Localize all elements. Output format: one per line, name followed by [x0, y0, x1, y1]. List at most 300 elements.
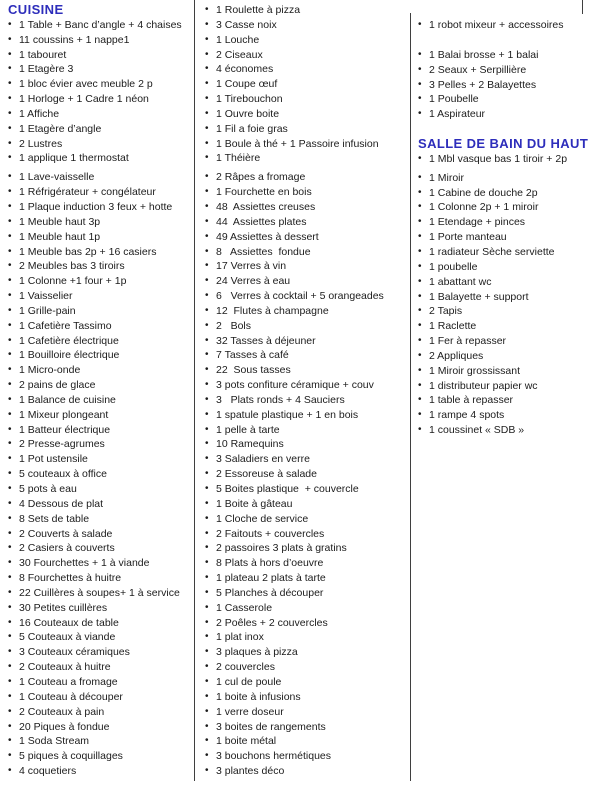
bullet-icon: • — [8, 512, 12, 524]
list-item — [8, 571, 196, 586]
item-text: 1 rampe 4 spots — [429, 409, 505, 422]
list-item — [205, 348, 411, 363]
list-item — [418, 290, 603, 305]
bullet-icon: • — [205, 171, 209, 183]
list-item — [8, 630, 196, 645]
list-item — [418, 334, 603, 349]
bullet-icon: • — [8, 586, 12, 598]
bullet-icon: • — [8, 245, 12, 257]
bullet-icon: • — [205, 33, 209, 45]
bullet-icon: • — [205, 497, 209, 509]
list-item — [418, 304, 603, 319]
item-text: 3 Pelles + 2 Balayettes — [429, 78, 537, 91]
bullet-icon: • — [418, 290, 422, 302]
bullet-icon: • — [8, 720, 12, 732]
bullet-icon: • — [8, 438, 12, 450]
section-header: CUISINE — [8, 2, 64, 17]
item-text: 3 pots confiture céramique + couv — [216, 379, 374, 392]
bullet-icon: • — [418, 171, 422, 183]
item-text: 32 Tasses à déjeuner — [216, 334, 316, 347]
list-item — [418, 379, 603, 394]
list-item — [418, 319, 603, 334]
list-item — [8, 764, 196, 779]
list-item — [8, 423, 196, 438]
list-item — [8, 437, 196, 452]
item-text: 1 Colonne +1 four + 1p — [19, 275, 127, 288]
bullet-icon: • — [418, 19, 422, 30]
list-item — [8, 452, 196, 467]
list-item — [205, 705, 411, 720]
item-text: 7 Tasses à café — [216, 349, 289, 362]
bullet-icon: • — [8, 527, 12, 539]
bullet-icon: • — [205, 705, 209, 717]
bullet-icon: • — [8, 616, 12, 628]
bullet-icon: • — [8, 542, 12, 554]
item-text: 2 Couteaux à pain — [19, 705, 105, 718]
item-text: 1 Lave-vaisselle — [19, 171, 95, 184]
bullet-icon: • — [205, 275, 209, 287]
list-item — [205, 107, 411, 122]
item-text: 2 Poêles + 2 couvercles — [216, 616, 328, 629]
item-text: 1 Théière — [216, 152, 261, 165]
bullet-icon: • — [205, 107, 209, 119]
bullet-icon: • — [418, 364, 422, 376]
item-text: 1 Casserole — [216, 601, 273, 614]
item-text: 22 Cuillères à soupes+ 1 à service — [19, 586, 180, 599]
list-item — [205, 408, 411, 423]
item-text: 1 Etendage + pinces — [429, 216, 526, 229]
item-text: 2 Appliques — [429, 349, 484, 362]
item-text: 1 radiateur Sèche serviette — [429, 245, 555, 258]
bullet-icon: • — [8, 765, 12, 777]
list-item — [418, 186, 603, 201]
item-text: 1 pelle à tarte — [216, 423, 280, 436]
bullet-icon: • — [205, 137, 209, 149]
bullet-icon: • — [8, 78, 12, 90]
bullet-icon: • — [8, 260, 12, 272]
bullet-icon: • — [418, 349, 422, 361]
item-text: 1 verre doseur — [216, 705, 284, 718]
bullet-icon: • — [205, 200, 209, 212]
item-text: 3 Saladiers en verre — [216, 453, 310, 466]
list-item — [205, 423, 411, 438]
list-item — [8, 48, 196, 63]
list-item — [418, 260, 603, 275]
item-text: 1 plat inox — [216, 631, 264, 644]
item-text: 1 Meuble bas 2p + 16 casiers — [19, 245, 157, 258]
bullet-icon: • — [418, 394, 422, 406]
bullet-icon: • — [205, 468, 209, 480]
item-text: 8 Fourchettes à huitre — [19, 572, 122, 585]
list-item — [8, 92, 196, 107]
list-item — [8, 18, 196, 33]
item-text: 2 Essoreuse à salade — [216, 468, 317, 481]
list-item — [8, 289, 196, 304]
bullet-icon: • — [8, 364, 12, 376]
list-item — [8, 319, 196, 334]
bullet-icon: • — [205, 675, 209, 687]
item-text: 20 Piques à fondue — [19, 720, 110, 733]
list-item — [205, 230, 411, 245]
bullet-icon: • — [8, 557, 12, 569]
bullet-icon: • — [205, 750, 209, 762]
list-item — [205, 734, 411, 749]
bullet-icon: • — [418, 201, 422, 213]
bullet-icon: • — [8, 675, 12, 687]
item-text: 5 Boites plastique + couvercle — [216, 483, 359, 495]
list-item — [205, 512, 411, 527]
bullet-icon: • — [205, 483, 209, 494]
item-text: 1 Raclette — [429, 320, 477, 333]
list-item — [205, 467, 411, 482]
list-item — [8, 482, 196, 497]
bullet-icon: • — [8, 122, 12, 134]
item-text: 49 Assiettes à dessert — [216, 230, 319, 243]
item-text: 4 économes — [216, 63, 274, 76]
item-text: 1 Pot ustensile — [19, 453, 88, 466]
list-item — [205, 215, 411, 230]
list-item — [8, 586, 196, 601]
list-item — [205, 764, 411, 779]
list-item — [418, 48, 603, 63]
list-item — [205, 660, 411, 675]
item-text: 4 coquetiers — [19, 765, 77, 778]
item-text: 1 Couteau à découper — [19, 690, 123, 703]
list-item — [205, 319, 411, 334]
bullet-icon: • — [205, 18, 209, 30]
bullet-icon: • — [205, 215, 209, 227]
list-item — [8, 215, 196, 230]
bullet-icon: • — [8, 735, 12, 747]
item-text: 5 couteaux à office — [19, 468, 107, 481]
bullet-icon: • — [205, 230, 209, 242]
item-text: 11 coussins + 1 nappe1 — [19, 33, 130, 46]
bullet-icon: • — [205, 48, 209, 60]
item-text: 2 Presse-agrumes — [19, 438, 105, 451]
list-item — [8, 541, 196, 556]
list-item — [8, 151, 196, 166]
item-text: 3 bouchons hermétiques — [216, 750, 331, 763]
bullet-icon: • — [8, 423, 12, 435]
list-item — [8, 170, 196, 185]
item-text: 2 Râpes a fromage — [216, 171, 306, 184]
item-text: 5 Planches à découper — [216, 586, 324, 599]
list-item — [205, 170, 411, 185]
item-text: 1 Horloge + 1 Cadre 1 néon — [19, 93, 149, 106]
list-item — [205, 48, 411, 63]
bullet-icon: • — [418, 186, 422, 198]
list-item — [418, 408, 603, 423]
list-item — [418, 92, 603, 107]
item-text: 2 Seaux + Serpillière — [429, 63, 527, 76]
item-text: 2 Faitouts + couvercles — [216, 527, 325, 540]
item-text: 1 tabouret — [19, 48, 67, 61]
list-item — [418, 200, 603, 215]
bullet-icon: • — [418, 93, 422, 105]
item-text: 1 Porte manteau — [429, 231, 507, 244]
item-text: 2 couvercles — [216, 661, 275, 674]
bullet-icon: • — [418, 305, 422, 317]
bullet-icon: • — [205, 423, 209, 435]
bullet-icon: • — [205, 690, 209, 702]
item-text: 1 Poubelle — [429, 93, 479, 106]
bullet-icon: • — [8, 93, 12, 105]
bullet-icon: • — [8, 152, 12, 164]
item-text: 1 Mbl vasque bas 1 tiroir + 2p — [429, 152, 568, 165]
bullet-icon: • — [205, 735, 209, 747]
bullet-icon: • — [8, 572, 12, 584]
list-item — [205, 200, 411, 215]
blank-space — [418, 122, 603, 137]
list-item — [205, 259, 411, 274]
list-item — [8, 77, 196, 92]
bullet-icon: • — [8, 290, 12, 302]
bullet-icon: • — [205, 379, 209, 391]
bullet-icon: • — [205, 557, 209, 569]
list-item — [8, 304, 196, 319]
bullet-icon: • — [8, 137, 12, 149]
bullet-icon: • — [418, 335, 422, 347]
item-text: 1 Grille-pain — [19, 304, 76, 317]
bullet-icon: • — [205, 720, 209, 732]
item-text: 1 Etagère 3 — [19, 63, 74, 76]
item-text: 1 Louche — [216, 33, 260, 46]
item-text: 1 Coupe œuf — [216, 78, 278, 91]
item-text: 17 Verres à vin — [216, 260, 287, 273]
item-text: 22 Sous tasses — [216, 364, 291, 377]
list-item — [8, 720, 196, 735]
bullet-icon: • — [8, 646, 12, 658]
bullet-icon: • — [205, 512, 209, 524]
bullet-icon: • — [8, 661, 12, 673]
item-text: 1 Meuble haut 3p — [19, 215, 101, 228]
list-item — [418, 393, 603, 408]
list-item — [205, 77, 411, 92]
list-item — [205, 122, 411, 137]
list-item — [205, 18, 411, 33]
item-text: 1 spatule plastique + 1 en bois — [216, 408, 359, 421]
list-item — [8, 749, 196, 764]
item-text: 1 coussinet « SDB » — [429, 424, 525, 437]
list-item — [205, 452, 411, 467]
list-item — [418, 18, 603, 33]
bullet-icon: • — [205, 408, 209, 420]
column-divider — [410, 13, 411, 781]
list-item — [418, 152, 603, 167]
list-item — [205, 720, 411, 735]
bullet-icon: • — [8, 497, 12, 509]
list-item — [205, 274, 411, 289]
item-text: 1 Table + Banc d’angle + 4 chaises — [19, 18, 182, 31]
item-text: 1 Couteau a fromage — [19, 675, 118, 688]
bullet-icon: • — [8, 304, 12, 316]
list-item — [205, 749, 411, 764]
bullet-icon: • — [418, 245, 422, 257]
list-item — [8, 690, 196, 705]
item-text: 2 Meubles bas 3 tiroirs — [19, 260, 125, 273]
list-item — [8, 230, 196, 245]
bullet-icon: • — [205, 542, 209, 554]
bullet-icon: • — [8, 705, 12, 717]
bullet-icon: • — [205, 93, 209, 105]
list-item — [205, 33, 411, 48]
bullet-icon: • — [205, 364, 209, 376]
item-text: 1 Fer à repasser — [429, 335, 507, 348]
list-item — [418, 423, 603, 438]
item-text: 12 Flutes à champagne — [216, 304, 329, 317]
item-text: 3 Plats ronds + 4 Sauciers — [216, 393, 345, 406]
item-text: 1 table à repasser — [429, 394, 514, 407]
bullet-icon: • — [205, 438, 209, 450]
bullet-icon: • — [418, 152, 422, 164]
item-text: 1 boite à infusions — [216, 690, 301, 703]
item-text: 1 Balayette + support — [429, 290, 529, 303]
list-item — [205, 586, 411, 601]
bullet-icon: • — [205, 453, 209, 465]
list-item — [205, 151, 411, 166]
list-item — [8, 334, 196, 349]
list-item — [8, 660, 196, 675]
list-item — [8, 393, 196, 408]
item-text: 16 Couteaux de table — [19, 616, 119, 629]
list-item — [8, 200, 196, 215]
bullet-icon: • — [205, 4, 209, 15]
list-item — [418, 245, 603, 260]
bullet-icon: • — [418, 48, 422, 60]
list-item — [8, 107, 196, 122]
list-item — [8, 512, 196, 527]
list-item — [205, 616, 411, 631]
list-item — [205, 437, 411, 452]
list-item — [8, 734, 196, 749]
item-text: 1 Miroir grossissant — [429, 364, 521, 377]
bullet-icon: • — [8, 200, 12, 212]
list-item — [205, 92, 411, 107]
item-text: 1 Fil a foie gras — [216, 122, 288, 135]
bullet-icon: • — [205, 601, 209, 613]
item-text: 1 Etagère d’angle — [19, 122, 102, 135]
bullet-icon: • — [205, 631, 209, 643]
item-text: 1 Aspirateur — [429, 108, 486, 121]
list-item — [8, 62, 196, 77]
list-item — [8, 185, 196, 200]
list-item — [8, 527, 196, 542]
bullet-icon: • — [205, 334, 209, 346]
item-text: 1 Plaque induction 3 feux + hotte — [19, 200, 173, 213]
item-text: 1 Cafetière électrique — [19, 334, 119, 347]
item-text: 3 Couteaux céramiques — [19, 646, 130, 659]
list-item — [418, 275, 603, 290]
bullet-icon: • — [8, 171, 12, 183]
item-text: 2 Ciseaux — [216, 48, 263, 61]
list-item — [8, 601, 196, 616]
item-text: 1 Affiche — [19, 107, 60, 120]
item-text: 2 Lustres — [19, 137, 63, 150]
item-text: 1 Ouvre boite — [216, 107, 280, 120]
list-item — [8, 645, 196, 660]
item-text: 3 plaques à pizza — [216, 646, 298, 659]
list-item — [8, 274, 196, 289]
item-text: 8 Assiettes fondue — [216, 245, 311, 258]
list-item — [8, 378, 196, 393]
list-item — [205, 690, 411, 705]
bullet-icon: • — [205, 63, 209, 75]
list-item — [8, 137, 196, 152]
list-item — [205, 289, 411, 304]
item-text: 8 Sets de table — [19, 512, 90, 525]
item-text: 5 piques à coquillages — [19, 750, 123, 763]
bullet-icon: • — [8, 690, 12, 702]
bullet-icon: • — [8, 349, 12, 361]
list-item — [418, 107, 603, 122]
bullet-icon: • — [205, 245, 209, 257]
list-item — [8, 616, 196, 631]
list-item — [205, 245, 411, 260]
list-item — [205, 185, 411, 200]
bullet-icon: • — [418, 231, 422, 243]
list-item — [205, 527, 411, 542]
item-text: 1 Bouilloire électrique — [19, 349, 120, 362]
item-text: 1 cul de poule — [216, 675, 282, 688]
bullet-icon: • — [8, 468, 12, 480]
bullet-icon: • — [205, 186, 209, 198]
item-text: 2 Casiers à couverts — [19, 542, 115, 555]
bullet-icon: • — [205, 661, 209, 673]
bullet-icon: • — [205, 260, 209, 272]
bullet-icon: • — [205, 319, 209, 331]
item-text: 1 bloc évier avec meuble 2 p — [19, 78, 153, 91]
bullet-icon: • — [205, 122, 209, 134]
bullet-icon: • — [8, 48, 12, 60]
blank-space — [418, 33, 603, 48]
list-item — [418, 171, 603, 186]
list-item — [8, 33, 196, 48]
list-item — [418, 63, 603, 78]
item-text: 2 Bols — [216, 319, 252, 332]
bullet-icon: • — [8, 631, 12, 643]
list-item — [205, 334, 411, 349]
bullet-icon: • — [8, 18, 12, 30]
bullet-icon: • — [8, 275, 12, 287]
item-text: 1 Meuble haut 1p — [19, 230, 101, 243]
list-item — [205, 675, 411, 690]
list-item — [205, 630, 411, 645]
item-text: 1 abattant wc — [429, 275, 492, 288]
list-item — [205, 601, 411, 616]
item-text: 1 Miroir — [429, 171, 465, 184]
list-item — [8, 467, 196, 482]
item-text: 3 plantes déco — [216, 765, 285, 778]
item-text: 1 Roulette à pizza — [216, 4, 301, 16]
item-text: 3 boites de rangements — [216, 720, 326, 733]
bullet-icon: • — [418, 320, 422, 332]
item-text: 1 Cloche de service — [216, 512, 309, 525]
list-item — [205, 363, 411, 378]
list-item — [205, 304, 411, 319]
bullet-icon: • — [418, 379, 422, 391]
item-text: 2 Couverts à salade — [19, 527, 113, 540]
bullet-icon: • — [8, 601, 12, 613]
bullet-icon: • — [8, 230, 12, 242]
bullet-icon: • — [205, 152, 209, 164]
item-text: 6 Verres à cocktail + 5 orangeades — [216, 290, 384, 303]
bullet-icon: • — [205, 527, 209, 539]
item-text: 10 Ramequins — [216, 438, 284, 451]
item-text: 8 Plats à hors d’oeuvre — [216, 557, 324, 570]
list-item — [8, 675, 196, 690]
item-text: 30 Fourchettes + 1 à viande — [19, 557, 150, 570]
bullet-icon: • — [418, 108, 422, 120]
